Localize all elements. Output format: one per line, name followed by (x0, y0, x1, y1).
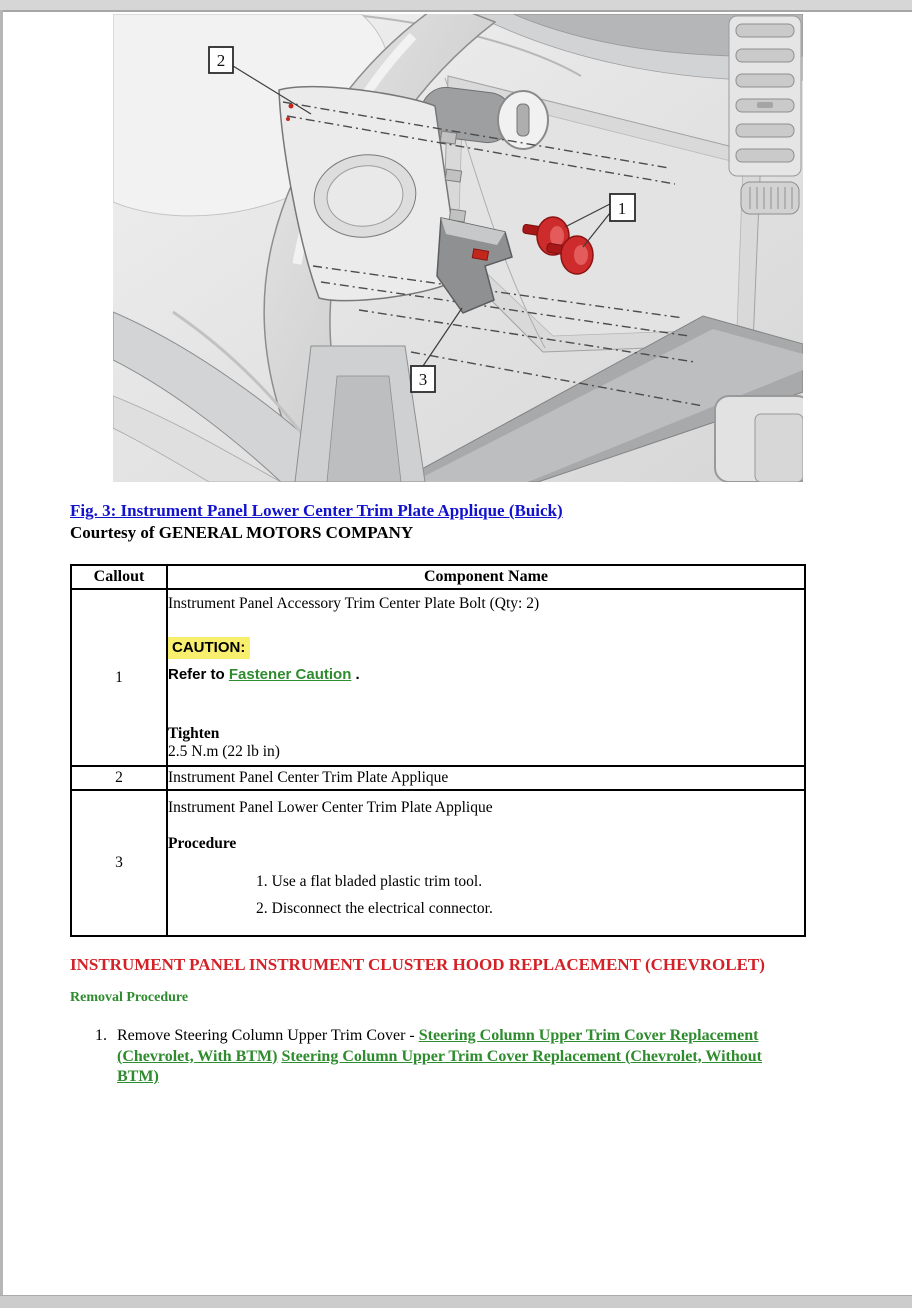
console-bezel-inner (755, 414, 803, 482)
trim-cover-without-btm-link[interactable]: Steering Column Upper Trim Cover Replacement (Chevrolet, Without BTM) (117, 1047, 762, 1085)
removal-procedure-subheading: Removal Procedure (70, 990, 189, 1005)
callout-label-1: 1 (617, 199, 627, 218)
table-row (71, 589, 805, 766)
step-text: Remove Steering Column Upper Trim Cover - (117, 1027, 419, 1044)
vent-thumbwheel-icon (741, 182, 799, 214)
callout-cell-2: 2 (71, 766, 167, 790)
callout-box-3 (411, 366, 435, 392)
callout-box-2 (209, 47, 233, 73)
list-item-body (117, 1026, 807, 1088)
procedure-step (256, 873, 804, 891)
page-left-border (0, 10, 3, 1296)
table-row (71, 790, 805, 936)
step-text: Disconnect the electrical connector. (271, 900, 493, 917)
fastener-caution-link[interactable]: Fastener Caution (228, 665, 352, 683)
air-vent-icon (729, 16, 801, 176)
step-number: 1. (256, 873, 268, 890)
figure-courtesy-text: Courtesy of GENERAL MOTORS COMPANY (70, 523, 414, 542)
component-line: Instrument Panel Accessory Trim Center Plate Bolt (Qty: 2) (168, 594, 540, 612)
list-item (95, 1026, 807, 1088)
callout-box-1 (610, 194, 635, 221)
component-cell-1 (167, 589, 805, 766)
callout-label-2: 2 (216, 51, 226, 70)
component-line: Instrument Panel Lower Center Trim Plate Applique (168, 799, 493, 816)
window-top-edge (0, 0, 912, 12)
tighten-value: 2.5 N.m (22 lb in) (168, 742, 280, 760)
removal-steps-list (95, 1026, 807, 1088)
window-bottom-edge (0, 1295, 912, 1308)
callout-table (70, 564, 806, 937)
refer-prefix: Refer to (168, 665, 229, 683)
header-component-name: Component Name (167, 565, 805, 589)
list-item-number: 1. (95, 1027, 107, 1044)
table-row (71, 766, 805, 790)
callout-label-3: 3 (418, 370, 428, 389)
trim-cover-with-btm-link[interactable]: Steering Column Upper Trim Cover Replacement (Chevrolet, With BTM) (117, 1027, 759, 1065)
steering-column-inner (327, 376, 401, 482)
tighten-label: Tighten (168, 724, 220, 742)
component-cell-2: Instrument Panel Center Trim Plate Applique (167, 766, 805, 790)
figure-caption-link[interactable]: Fig. 3: Instrument Panel Lower Center Trim Plate Applique (Buick) (70, 501, 563, 520)
callout-cell-3: 3 (71, 790, 167, 936)
refer-line (168, 666, 804, 683)
procedure-label: Procedure (168, 835, 237, 852)
callout-cell-1: 1 (71, 589, 167, 766)
procedure-step (256, 900, 804, 918)
header-callout: Callout (71, 565, 167, 589)
table-header-row (71, 565, 805, 589)
figure-3-illustration (113, 14, 803, 482)
dashboard-diagram (113, 14, 803, 482)
section-heading-red: INSTRUMENT PANEL INSTRUMENT CLUSTER HOOD REPLACEMENT (CHEVROLET) (70, 955, 765, 974)
step-text: Use a flat bladed plastic trim tool. (271, 873, 483, 890)
step-number: 2. (256, 900, 268, 917)
component-cell-3 (167, 790, 805, 936)
refer-suffix: . (351, 665, 360, 683)
caution-badge: CAUTION: (168, 637, 250, 659)
procedure-steps (256, 873, 804, 918)
